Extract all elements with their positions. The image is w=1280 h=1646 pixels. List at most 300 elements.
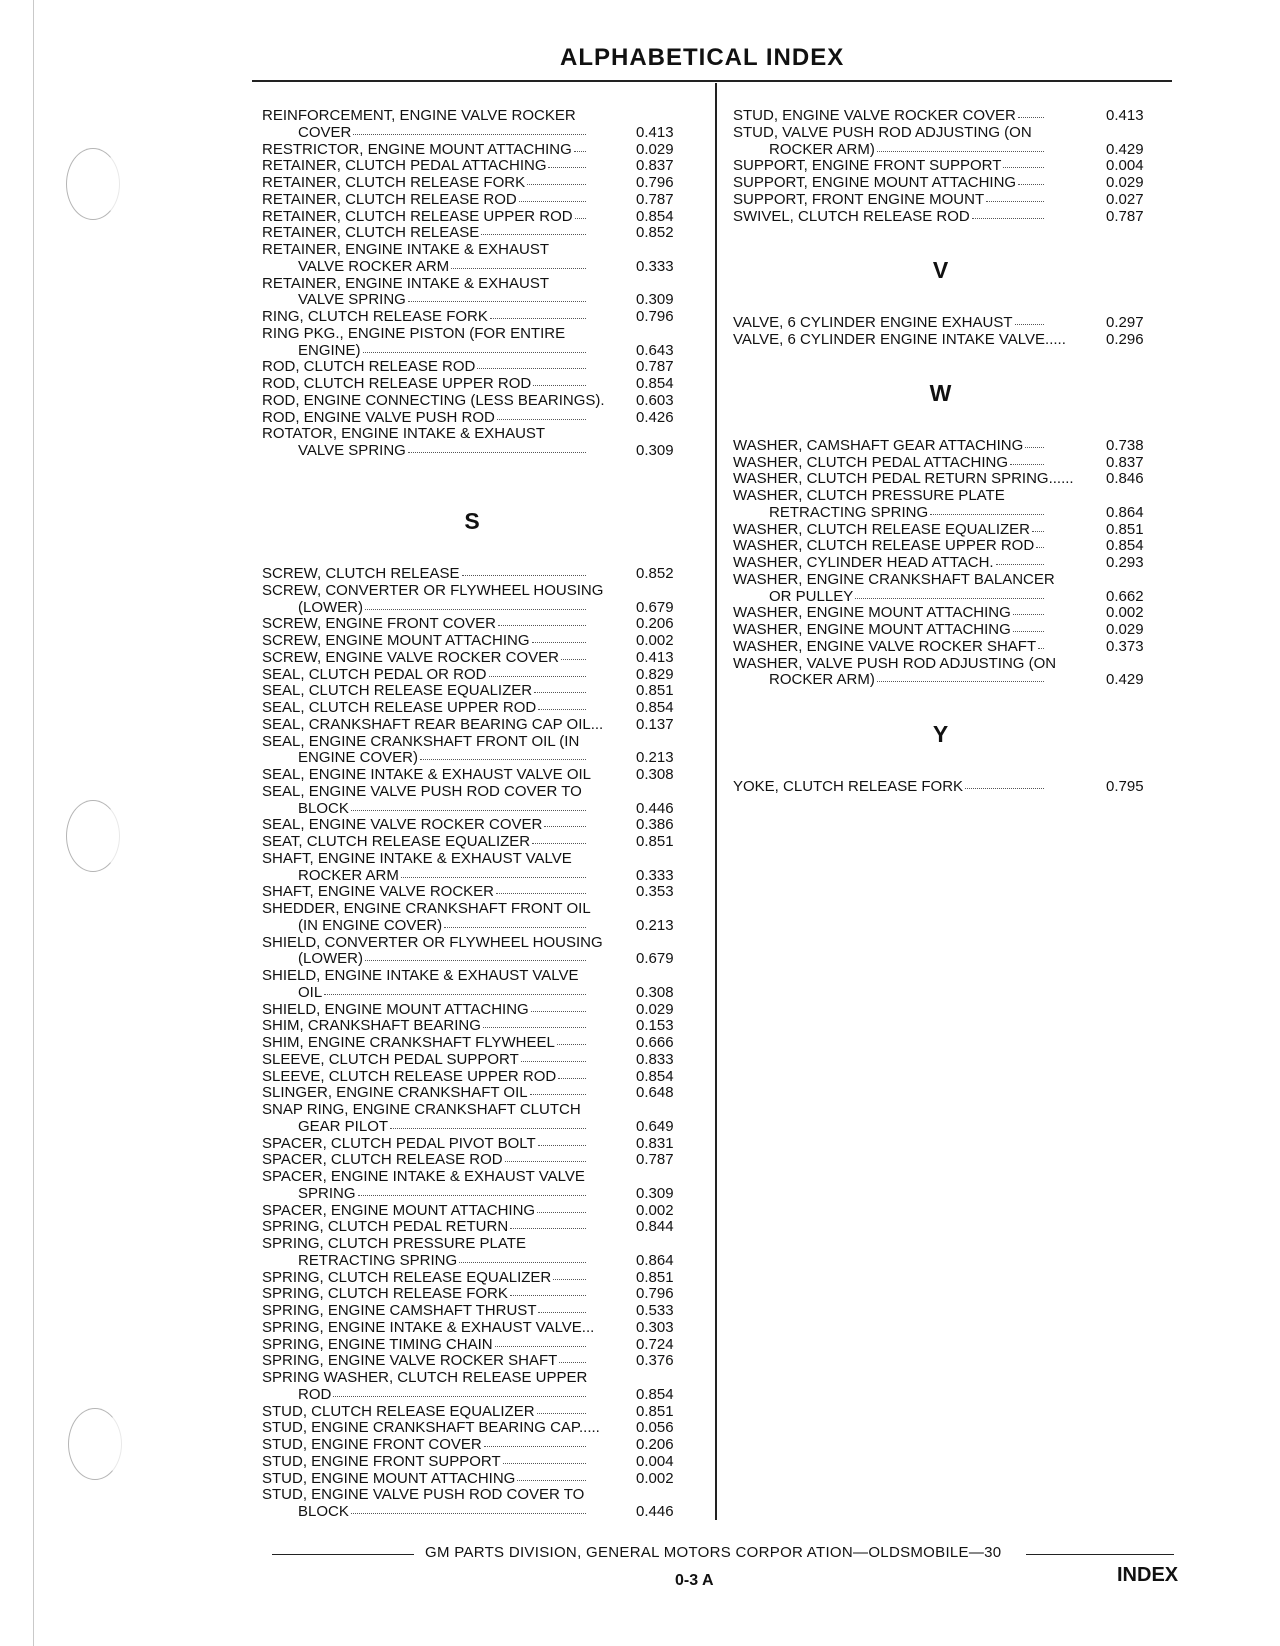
entry-text: SUPPORT, ENGINE FRONT SUPPORT bbox=[733, 157, 1002, 175]
dot-leader bbox=[1010, 464, 1044, 465]
page-reference: 0.004 bbox=[1106, 157, 1144, 175]
page-reference: 0.852 bbox=[636, 565, 674, 582]
index-entry bbox=[733, 438, 1188, 455]
index-entry bbox=[262, 276, 712, 293]
dot-leader bbox=[1015, 324, 1044, 325]
page-reference: 0.854 bbox=[1106, 537, 1144, 555]
dot-leader bbox=[451, 268, 586, 269]
page-title: ALPHABETICAL INDEX bbox=[560, 44, 845, 71]
page-reference: 0.153 bbox=[636, 1017, 674, 1035]
page-reference: 0.851 bbox=[636, 833, 674, 850]
entry-text: ROD bbox=[298, 1385, 332, 1403]
entry-text: SEAL, CLUTCH PEDAL OR ROD bbox=[262, 665, 487, 683]
section-letter-heading: S bbox=[464, 508, 480, 535]
index-entry bbox=[733, 572, 1188, 589]
entry-text: SCREW, CLUTCH RELEASE bbox=[262, 565, 460, 582]
entry-text: STUD, CLUTCH RELEASE EQUALIZER bbox=[262, 1402, 535, 1420]
spacer bbox=[262, 549, 712, 566]
entry-text: WASHER, VALVE PUSH ROD ADJUSTING (ON bbox=[733, 654, 1057, 672]
entry-text: STUD, ENGINE MOUNT ATTACHING bbox=[262, 1469, 516, 1487]
dot-leader bbox=[1003, 167, 1044, 168]
dot-leader bbox=[1036, 547, 1044, 548]
page-reference: 0.851 bbox=[1106, 520, 1144, 538]
index-entry bbox=[733, 209, 1188, 226]
entry-text: WASHER, CYLINDER HEAD ATTACH. bbox=[733, 554, 994, 571]
page-reference: 0.844 bbox=[636, 1218, 674, 1236]
entry-text: WASHER, CLUTCH PRESSURE PLATE bbox=[733, 487, 1005, 504]
index-entry bbox=[262, 359, 712, 376]
entry-text: RETAINER, ENGINE INTAKE & EXHAUST bbox=[262, 241, 549, 258]
dot-leader bbox=[531, 1011, 586, 1012]
entry-text: SEAT, CLUTCH RELEASE EQUALIZER bbox=[262, 833, 531, 850]
entry-text: SPRING, CLUTCH PRESSURE PLATE bbox=[262, 1235, 526, 1252]
entry-text: SPRING, CLUTCH RELEASE FORK bbox=[262, 1285, 508, 1303]
index-entry bbox=[733, 622, 1188, 639]
entry-text: (LOWER) bbox=[298, 598, 363, 616]
index-entry-continuation bbox=[262, 750, 712, 767]
entry-text: REINFORCEMENT, ENGINE VALVE ROCKER bbox=[262, 107, 576, 124]
index-entry bbox=[262, 834, 712, 851]
index-entry bbox=[733, 779, 1188, 796]
dot-leader bbox=[558, 1078, 586, 1079]
index-entry-continuation bbox=[262, 292, 712, 309]
punch-hole bbox=[68, 1408, 122, 1480]
index-entry bbox=[262, 158, 712, 175]
entry-text: BLOCK bbox=[298, 1503, 349, 1520]
index-entry bbox=[262, 1353, 712, 1370]
entry-text: SNAP RING, ENGINE CRANKSHAFT CLUTCH bbox=[262, 1101, 581, 1118]
index-entry-continuation bbox=[262, 1253, 712, 1270]
index-entry bbox=[262, 1069, 712, 1086]
dot-leader bbox=[420, 759, 586, 760]
dot-leader bbox=[553, 1279, 586, 1280]
index-entry bbox=[733, 455, 1188, 472]
index-entry bbox=[733, 315, 1188, 332]
page-reference: 0.309 bbox=[636, 442, 674, 459]
dot-leader bbox=[459, 1262, 586, 1263]
entry-text: SPACER, ENGINE INTAKE & EXHAUST VALVE bbox=[262, 1168, 585, 1185]
dot-leader bbox=[358, 1195, 586, 1196]
dot-leader bbox=[477, 368, 586, 369]
spacer bbox=[733, 689, 1188, 706]
index-entry bbox=[262, 1487, 712, 1504]
page-reference: 0.309 bbox=[636, 291, 674, 309]
index-entry bbox=[733, 538, 1188, 555]
dot-leader bbox=[548, 167, 586, 168]
entry-text: OR PULLEY bbox=[769, 587, 854, 605]
entry-text: ENGINE COVER) bbox=[298, 749, 419, 767]
page-reference: 0.296 bbox=[1106, 330, 1144, 348]
binder-edge bbox=[33, 0, 34, 1646]
entry-text: RETAINER, CLUTCH PEDAL ATTACHING bbox=[262, 157, 547, 175]
page-reference: 0.649 bbox=[636, 1117, 674, 1135]
entry-text: ROD, ENGINE VALVE PUSH ROD bbox=[262, 408, 495, 426]
dot-leader bbox=[408, 301, 586, 302]
index-entry-continuation bbox=[733, 672, 1188, 689]
entry-text: OIL bbox=[298, 983, 323, 1001]
page-reference: 0.309 bbox=[636, 1184, 674, 1202]
spacer bbox=[733, 421, 1188, 438]
page-reference: 0.603 bbox=[636, 391, 674, 409]
page-reference: 0.787 bbox=[636, 358, 674, 376]
index-entry bbox=[262, 1286, 712, 1303]
index-entry bbox=[262, 142, 712, 159]
entry-text: VALVE, 6 CYLINDER ENGINE EXHAUST bbox=[733, 313, 1013, 331]
entry-text: SCREW, CONVERTER OR FLYWHEEL HOUSING bbox=[262, 581, 604, 599]
dot-leader bbox=[538, 1145, 586, 1146]
page-reference: 0.297 bbox=[1106, 313, 1144, 331]
index-entry bbox=[262, 650, 712, 667]
dot-leader bbox=[484, 1446, 586, 1447]
entry-text: SHIELD, CONVERTER OR FLYWHEEL HOUSING bbox=[262, 933, 603, 951]
dot-leader bbox=[365, 609, 586, 610]
dot-leader bbox=[351, 1513, 586, 1514]
index-entry bbox=[262, 633, 712, 650]
index-entry bbox=[733, 605, 1188, 622]
entry-text: STUD, ENGINE CRANKSHAFT BEARING CAP..... bbox=[262, 1419, 600, 1437]
index-entry bbox=[262, 1219, 712, 1236]
index-entry bbox=[262, 426, 712, 443]
index-entry bbox=[262, 1085, 712, 1102]
index-entry-continuation bbox=[733, 505, 1188, 522]
dot-leader bbox=[517, 1480, 586, 1481]
entry-text: SEAL, ENGINE VALVE PUSH ROD COVER TO bbox=[262, 782, 582, 800]
entry-text: RETAINER, CLUTCH RELEASE UPPER ROD bbox=[262, 207, 573, 225]
dot-leader bbox=[1025, 447, 1044, 448]
dot-leader bbox=[519, 201, 586, 202]
entry-text: SPRING WASHER, CLUTCH RELEASE UPPER bbox=[262, 1369, 588, 1386]
index-entry bbox=[262, 225, 712, 242]
entry-text: SUPPORT, ENGINE MOUNT ATTACHING bbox=[733, 174, 1017, 191]
index-entry bbox=[262, 1420, 712, 1437]
page-reference: 0.213 bbox=[636, 749, 674, 767]
dot-leader bbox=[559, 1362, 586, 1363]
page-reference: 0.648 bbox=[636, 1084, 674, 1102]
entry-text: RETAINER, CLUTCH RELEASE bbox=[262, 224, 480, 242]
index-entry-continuation bbox=[262, 343, 712, 360]
index-entry bbox=[733, 158, 1188, 175]
page-reference: 0.795 bbox=[1106, 777, 1144, 795]
index-entry bbox=[262, 968, 712, 985]
page-reference: 0.796 bbox=[636, 1285, 674, 1303]
index-entry bbox=[733, 639, 1188, 656]
page-reference: 0.533 bbox=[636, 1302, 674, 1319]
dot-leader bbox=[538, 709, 586, 710]
index-entry bbox=[733, 656, 1188, 673]
dot-leader bbox=[1018, 117, 1044, 118]
dot-leader bbox=[333, 1396, 586, 1397]
index-column-left bbox=[262, 108, 712, 1521]
index-entry-continuation bbox=[262, 1186, 712, 1203]
entry-text: SHAFT, ENGINE INTAKE & EXHAUST VALVE bbox=[262, 849, 572, 867]
index-entry bbox=[262, 393, 712, 410]
page-reference: 0.833 bbox=[636, 1050, 674, 1068]
entry-text: SPACER, CLUTCH PEDAL PIVOT BOLT bbox=[262, 1134, 536, 1152]
entry-text: WASHER, CLUTCH RELEASE EQUALIZER bbox=[733, 520, 1031, 538]
entry-text: WASHER, CLUTCH RELEASE UPPER ROD bbox=[733, 537, 1035, 555]
entry-text: SHAFT, ENGINE VALVE ROCKER bbox=[262, 883, 494, 901]
page-reference: 0.002 bbox=[636, 632, 674, 649]
page-reference: 0.206 bbox=[636, 1436, 674, 1453]
index-entry bbox=[262, 566, 712, 583]
dot-leader bbox=[530, 1094, 586, 1095]
index-entry bbox=[262, 1035, 712, 1052]
page-reference: 0.308 bbox=[636, 983, 674, 1001]
page-reference: 0.308 bbox=[636, 766, 674, 783]
index-entry bbox=[262, 884, 712, 901]
index-entry bbox=[262, 851, 712, 868]
index-entry bbox=[262, 192, 712, 209]
index-entry bbox=[733, 108, 1188, 125]
page-reference: 0.004 bbox=[636, 1452, 674, 1470]
index-entry bbox=[262, 1303, 712, 1320]
index-entry bbox=[733, 332, 1188, 349]
page-reference: 0.837 bbox=[636, 157, 674, 175]
dot-leader bbox=[533, 385, 586, 386]
index-entry bbox=[262, 376, 712, 393]
index-entry bbox=[262, 1320, 712, 1337]
index-entry-continuation bbox=[262, 1504, 712, 1521]
entry-text: SPRING, ENGINE VALVE ROCKER SHAFT bbox=[262, 1352, 558, 1370]
index-entry-continuation bbox=[262, 868, 712, 885]
page-reference: 0.796 bbox=[636, 308, 674, 325]
index-entry bbox=[262, 1270, 712, 1287]
footer-publisher: GM PARTS DIVISION, GENERAL MOTORS CORPOR ATION—OLDSMOBILE—30 bbox=[425, 1544, 1002, 1561]
page-reference: 0.002 bbox=[636, 1201, 674, 1219]
entry-text: RETAINER, CLUTCH RELEASE ROD bbox=[262, 190, 517, 208]
index-entry-continuation bbox=[262, 985, 712, 1002]
index-entry-continuation bbox=[733, 142, 1188, 159]
entry-text: SPRING bbox=[298, 1184, 356, 1202]
entry-text: SHIM, ENGINE CRANKSHAFT FLYWHEEL bbox=[262, 1034, 555, 1051]
page-reference: 0.851 bbox=[636, 1268, 674, 1286]
section-letter-heading: V bbox=[932, 257, 949, 283]
dot-leader bbox=[483, 1027, 586, 1028]
dot-leader bbox=[877, 151, 1044, 152]
page-reference: 0.056 bbox=[636, 1419, 674, 1437]
dot-leader bbox=[481, 234, 586, 235]
footer-rule-left bbox=[272, 1554, 414, 1555]
index-entry bbox=[733, 555, 1188, 572]
spacer bbox=[733, 762, 1188, 779]
entry-text: VALVE, 6 CYLINDER ENGINE INTAKE VALVE..... bbox=[733, 330, 1066, 348]
entry-text: WASHER, ENGINE MOUNT ATTACHING bbox=[733, 621, 1011, 638]
index-entry-continuation bbox=[262, 951, 712, 968]
index-entry bbox=[262, 817, 712, 834]
index-entry bbox=[262, 1002, 712, 1019]
page-reference: 0.206 bbox=[636, 615, 674, 633]
dot-leader bbox=[1032, 531, 1044, 532]
spacer bbox=[733, 348, 1188, 365]
index-entry bbox=[262, 1203, 712, 1220]
index-entry bbox=[262, 209, 712, 226]
dot-leader bbox=[521, 1061, 586, 1062]
page-reference: 0.837 bbox=[1106, 453, 1144, 471]
page-reference: 0.846 bbox=[1106, 470, 1144, 488]
entry-text: SCREW, ENGINE MOUNT ATTACHING bbox=[262, 632, 530, 649]
dot-leader bbox=[538, 1312, 586, 1313]
entry-text: SLEEVE, CLUTCH PEDAL SUPPORT bbox=[262, 1050, 519, 1068]
punch-hole bbox=[66, 148, 120, 220]
entry-text: COVER bbox=[298, 123, 352, 141]
index-entry bbox=[733, 522, 1188, 539]
page-reference: 0.851 bbox=[636, 682, 674, 700]
index-entry bbox=[262, 683, 712, 700]
spacer bbox=[262, 477, 712, 494]
entry-text: SEAL, CRANKSHAFT REAR BEARING CAP OIL... bbox=[262, 715, 604, 733]
entry-text: SEAL, ENGINE INTAKE & EXHAUST VALVE OIL bbox=[262, 766, 591, 783]
dot-leader bbox=[510, 1228, 586, 1229]
dot-leader bbox=[986, 201, 1044, 202]
page-reference: 0.027 bbox=[1106, 190, 1144, 208]
page-reference: 0.864 bbox=[636, 1251, 674, 1269]
page-reference: 0.426 bbox=[636, 408, 674, 426]
footer-page-number: 0-3 A bbox=[675, 1572, 714, 1589]
page-reference: 0.679 bbox=[636, 598, 674, 616]
index-entry-continuation bbox=[262, 600, 712, 617]
entry-text: ROD, CLUTCH RELEASE UPPER ROD bbox=[262, 375, 532, 392]
dot-leader bbox=[1013, 631, 1044, 632]
entry-text: STUD, ENGINE VALVE PUSH ROD COVER TO bbox=[262, 1486, 585, 1504]
page-reference: 0.353 bbox=[636, 883, 674, 901]
dot-leader bbox=[557, 1044, 586, 1045]
entry-text: SPRING, CLUTCH RELEASE EQUALIZER bbox=[262, 1268, 552, 1286]
entry-text: SCREW, ENGINE VALVE ROCKER COVER bbox=[262, 648, 560, 666]
index-entry bbox=[733, 488, 1188, 505]
entry-text: VALVE SPRING bbox=[298, 291, 406, 309]
dot-leader bbox=[401, 877, 586, 878]
dot-leader bbox=[537, 1413, 586, 1414]
index-column-right bbox=[733, 108, 1188, 795]
index-entry bbox=[262, 583, 712, 600]
dot-leader bbox=[532, 642, 586, 643]
page-reference: 0.787 bbox=[1106, 207, 1144, 225]
entry-text: SWIVEL, CLUTCH RELEASE ROD bbox=[733, 207, 970, 225]
index-entry bbox=[262, 616, 712, 633]
dot-leader bbox=[324, 994, 586, 995]
dot-leader bbox=[489, 676, 586, 677]
index-entry bbox=[262, 1337, 712, 1354]
entry-text: SEAL, ENGINE CRANKSHAFT FRONT OIL (IN bbox=[262, 732, 580, 750]
page-reference: 0.413 bbox=[636, 123, 674, 141]
punch-hole bbox=[66, 800, 120, 872]
index-entry bbox=[262, 1437, 712, 1454]
dot-leader bbox=[575, 218, 586, 219]
page-reference: 0.854 bbox=[636, 375, 674, 392]
page-reference: 0.787 bbox=[636, 1151, 674, 1169]
entry-text: STUD, VALVE PUSH ROD ADJUSTING (ON bbox=[733, 123, 1032, 141]
page-reference: 0.662 bbox=[1106, 587, 1144, 605]
page-reference: 0.854 bbox=[636, 207, 674, 225]
index-entry bbox=[262, 242, 712, 259]
page-reference: 0.333 bbox=[636, 866, 674, 884]
page-reference: 0.029 bbox=[1106, 621, 1144, 638]
entry-text: VALVE SPRING bbox=[298, 442, 406, 459]
entry-text: SHIM, CRANKSHAFT BEARING bbox=[262, 1017, 481, 1035]
page-reference: 0.413 bbox=[636, 648, 674, 666]
page-reference: 0.679 bbox=[636, 950, 674, 968]
page-reference: 0.724 bbox=[636, 1335, 674, 1353]
dot-leader bbox=[498, 625, 586, 626]
entry-text: STUD, ENGINE VALVE ROCKER COVER bbox=[733, 107, 1016, 124]
index-entry bbox=[262, 1471, 712, 1488]
dot-leader bbox=[574, 151, 586, 152]
index-entry bbox=[262, 326, 712, 343]
dot-leader bbox=[351, 810, 586, 811]
dot-leader bbox=[505, 1161, 586, 1162]
index-entry bbox=[262, 309, 712, 326]
page-reference: 0.831 bbox=[636, 1134, 674, 1152]
entry-text: YOKE, CLUTCH RELEASE FORK bbox=[733, 777, 964, 795]
index-entry-continuation bbox=[262, 259, 712, 276]
entry-text: (IN ENGINE COVER) bbox=[298, 916, 443, 934]
entry-text: SEAL, ENGINE VALVE ROCKER COVER bbox=[262, 816, 543, 834]
entry-text: VALVE ROCKER ARM bbox=[298, 257, 450, 275]
dot-leader bbox=[537, 1212, 586, 1213]
dot-leader bbox=[462, 575, 586, 576]
entry-text: WASHER, ENGINE CRANKSHAFT BALANCER bbox=[733, 570, 1055, 588]
entry-text: SEAL, CLUTCH RELEASE UPPER ROD bbox=[262, 699, 537, 716]
entry-text: SHEDDER, ENGINE CRANKSHAFT FRONT OIL bbox=[262, 900, 591, 917]
entry-text: SHIELD, ENGINE MOUNT ATTACHING bbox=[262, 1000, 529, 1018]
section-letter-heading: W bbox=[929, 380, 952, 406]
section-letter-heading: Y bbox=[932, 720, 949, 747]
page-reference: 0.446 bbox=[636, 799, 674, 817]
index-entry bbox=[262, 108, 712, 125]
page-reference: 0.333 bbox=[636, 257, 674, 275]
page-reference: 0.446 bbox=[636, 1503, 674, 1520]
page-reference: 0.029 bbox=[636, 1000, 674, 1018]
footer-rule-right bbox=[1026, 1554, 1174, 1555]
dot-leader bbox=[996, 564, 1044, 565]
index-entry bbox=[262, 1102, 712, 1119]
dot-leader bbox=[534, 692, 586, 693]
page-reference: 0.413 bbox=[1106, 107, 1144, 124]
dot-leader bbox=[855, 598, 1044, 599]
entry-text: STUD, ENGINE FRONT COVER bbox=[262, 1436, 482, 1453]
dot-leader bbox=[363, 352, 586, 353]
index-entry bbox=[262, 410, 712, 427]
page-reference: 0.851 bbox=[636, 1402, 674, 1420]
entry-text: SLEEVE, CLUTCH RELEASE UPPER ROD bbox=[262, 1067, 557, 1085]
entry-text: (LOWER) bbox=[298, 950, 363, 968]
entry-text: ENGINE) bbox=[298, 341, 361, 359]
entry-text: WASHER, CAMSHAFT GEAR ATTACHING bbox=[733, 436, 1024, 454]
entry-text: BLOCK bbox=[298, 799, 349, 817]
dot-leader bbox=[390, 1128, 586, 1129]
entry-text: RETRACTING SPRING bbox=[298, 1251, 458, 1269]
entry-text: SHIELD, ENGINE INTAKE & EXHAUST VALVE bbox=[262, 967, 579, 984]
dot-leader bbox=[965, 788, 1044, 789]
dot-leader bbox=[365, 960, 586, 961]
index-entry bbox=[262, 1018, 712, 1035]
index-entry-continuation bbox=[262, 918, 712, 935]
index-entry bbox=[262, 700, 712, 717]
entry-text: WASHER, ENGINE MOUNT ATTACHING bbox=[733, 604, 1011, 622]
page-reference: 0.854 bbox=[636, 1385, 674, 1403]
index-entry bbox=[262, 1052, 712, 1069]
index-entry bbox=[733, 192, 1188, 209]
spacer bbox=[733, 298, 1188, 315]
page-reference: 0.137 bbox=[636, 715, 674, 733]
page-reference: 0.864 bbox=[1106, 503, 1144, 521]
index-entry bbox=[262, 767, 712, 784]
dot-leader bbox=[496, 893, 586, 894]
entry-text: SCREW, ENGINE FRONT COVER bbox=[262, 615, 496, 633]
page-reference: 0.429 bbox=[1106, 671, 1144, 689]
dot-leader bbox=[444, 927, 586, 928]
spacer bbox=[262, 460, 712, 477]
